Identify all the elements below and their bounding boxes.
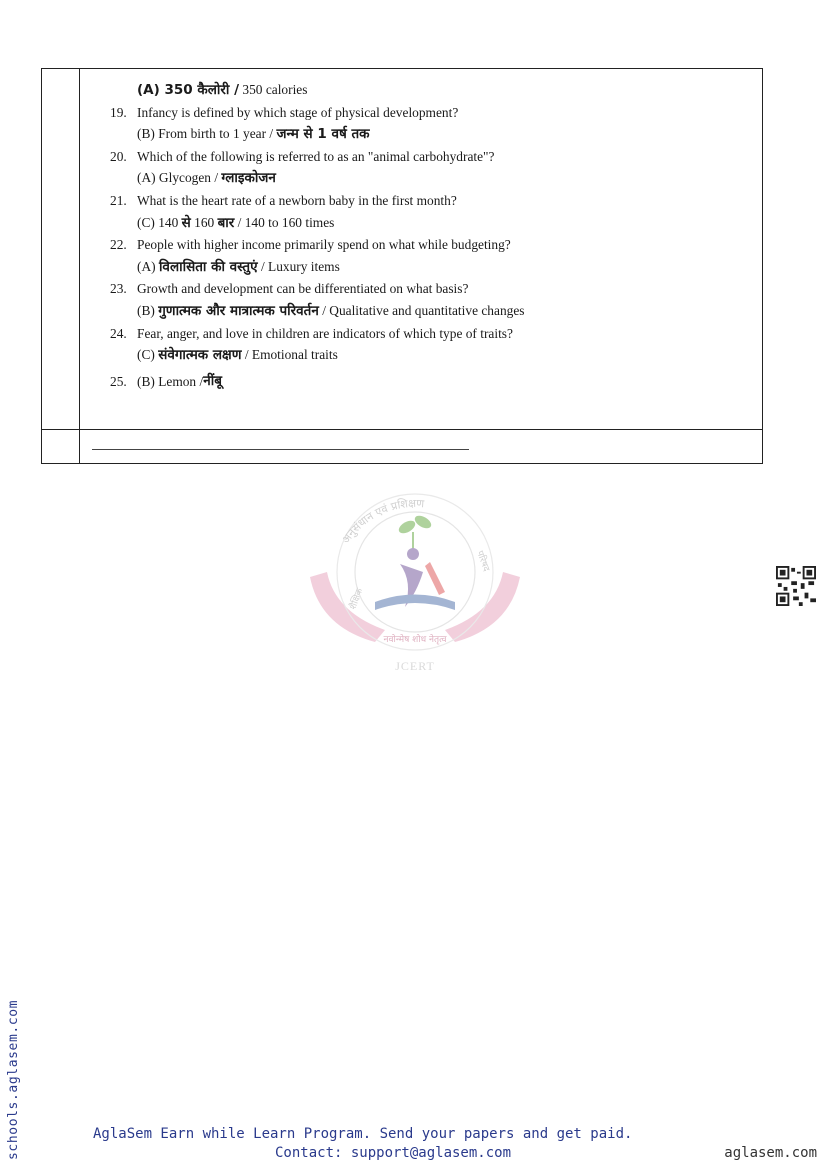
- logo-arc-text: अनुसंधान एवं प्रशिक्षण: [339, 496, 425, 546]
- answer-19: (B) From birth to 1 year / जन्म से 1 वर्ष तक: [137, 126, 370, 143]
- question-24: 24. Fear, anger, and love in children are indicators of which type of traits?: [110, 325, 513, 341]
- logo-name: JCERT: [395, 659, 435, 673]
- jcert-logo-watermark: [305, 492, 525, 677]
- question-23: 23. Growth and development can be differentiated on what basis?: [110, 281, 469, 297]
- answer-22: (A) विलासिता की वस्तुएं / Luxury items: [137, 258, 340, 275]
- side-watermark: schools.aglasem.com: [6, 999, 21, 1160]
- answer-23: (B) गुणात्मक और मात्रात्मक परिवर्तन / Qualitative and quantitative changes: [137, 302, 525, 319]
- logo-left-text: शैक्षिक: [348, 587, 366, 612]
- question-25: 25. (B) Lemon / नींबू: [110, 372, 222, 389]
- answer-20: (A) Glycogen / ग्लाइकोजन: [137, 170, 276, 187]
- question-20: 20. Which of the following is referred to as an "animal carbohydrate"?: [110, 148, 495, 164]
- question-19: 19. Infancy is defined by which stage of physical development?: [110, 104, 459, 120]
- logo-right-text: परिषद: [474, 549, 491, 573]
- answer-18: (A) 350 कैलोरी / 350 calories: [137, 82, 308, 98]
- table-row-divider: [42, 429, 762, 430]
- footer-promo: AglaSem Earn while Learn Program. Send your papers and get paid.: [93, 1126, 633, 1142]
- table-column-divider: [79, 69, 80, 463]
- logo-motto: नवोन्मेष शोध नेतृत्व: [383, 635, 447, 645]
- answer-21: (C) 140 से 160 बार / 140 to 160 times: [137, 214, 335, 231]
- question-21: 21. What is the heart rate of a newborn baby in the first month?: [110, 192, 457, 208]
- footer-contact[interactable]: Contact: support@aglasem.com: [275, 1145, 512, 1161]
- dashed-separator: [92, 449, 469, 450]
- qr-code: [776, 566, 816, 606]
- answer-24: (C) संवेगात्मक लक्षण / Emotional traits: [137, 347, 338, 364]
- answer-content: [110, 79, 750, 392]
- answer-table: [41, 68, 763, 464]
- question-22: 22. People with higher income primarily spend on what while budgeting?: [110, 237, 511, 253]
- footer-site-link[interactable]: aglasem.com: [724, 1145, 817, 1161]
